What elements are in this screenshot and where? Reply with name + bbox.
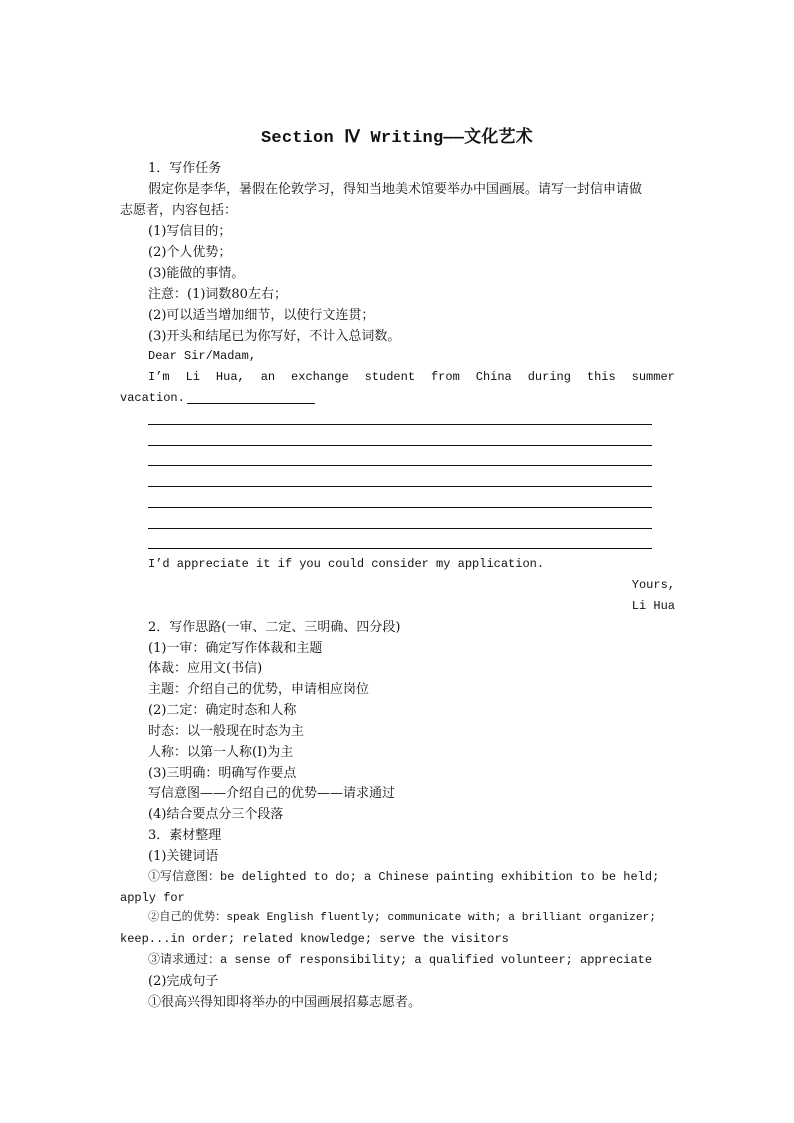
materials-heading: 3．素材整理	[148, 828, 222, 843]
writing-line[interactable]	[148, 507, 652, 508]
writing-line[interactable]	[148, 528, 652, 529]
opening-word: I’m	[148, 370, 170, 384]
opening-word: an	[260, 370, 276, 384]
letter-signoff: Yours,	[631, 578, 675, 592]
opening-word: student	[364, 370, 416, 384]
materials-sub-heading-1: (1)关键词语	[148, 849, 219, 864]
task-note-3: (3)开头和结尾已为你写好，不计入总词数。	[148, 329, 401, 344]
letter-closing: I’d appreciate it if you could consider my application.	[148, 557, 545, 571]
materials-item-1-line-1: ①写信意图：be delighted to do; a Chinese painting exhibition to be held;	[148, 870, 660, 884]
task-point-3: (3)能做的事情。	[148, 266, 245, 281]
opening-word: China	[475, 370, 512, 384]
thinking-line: (4)结合要点分三个段落	[148, 807, 284, 822]
writing-line[interactable]	[148, 486, 652, 487]
materials-sub-heading-2: (2)完成句子	[148, 974, 219, 989]
task-point-2: (2)个人优势；	[148, 245, 232, 260]
materials-item-2-line-2: keep...in order; related knowledge; serve the visitors	[120, 932, 509, 946]
writing-line[interactable]	[148, 445, 652, 446]
opening-word: exchange	[291, 370, 349, 384]
thinking-line: 主题：介绍自己的优势，申请相应岗位	[148, 682, 370, 697]
task-point-1: (1)写信目的；	[148, 224, 232, 239]
thinking-line: (1)一审：确定写作体裁和主题	[148, 641, 323, 656]
task-prompt-line-2: 志愿者，内容包括：	[120, 203, 238, 218]
task-note-2: (2)可以适当增加细节，以使行文连贯；	[148, 308, 375, 323]
writing-line[interactable]	[148, 465, 652, 466]
letter-signature: Li Hua	[631, 599, 675, 613]
materials-item-2-line-1: ②自己的优势：speak English fluently; communicate with; a brilliant organizer;	[148, 912, 656, 924]
writing-line[interactable]	[148, 548, 652, 549]
thinking-line: 写信意图——介绍自己的优势——请求通过	[148, 786, 396, 801]
thinking-line: (2)二定：确定时态和人称	[148, 703, 297, 718]
materials-item-3: ③请求通过：a sense of responsibility; a qualified volunteer; appreciate	[148, 953, 653, 967]
thinking-line: 时态：以一般现在时态为主	[148, 724, 305, 739]
page-title: Section Ⅳ Writing——文化艺术	[261, 129, 533, 148]
thinking-line: 人称：以第一人称(Ⅰ)为主	[148, 745, 294, 760]
answer-blank[interactable]	[187, 389, 315, 404]
opening-word: from	[430, 370, 460, 384]
task-prompt-line-1: 假定你是李华，暑假在伦敦学习，得知当地美术馆要举办中国画展。请写一封信申请做	[148, 182, 643, 197]
writing-line[interactable]	[148, 424, 652, 425]
opening-word: Hua,	[215, 370, 245, 384]
materials-sentence-1: ①很高兴得知即将举办的中国画展招募志愿者。	[148, 995, 422, 1010]
letter-opening-end	[120, 388, 675, 409]
task-heading: 1．写作任务	[148, 161, 222, 176]
opening-word: during	[527, 370, 571, 384]
thinking-heading: 2．写作思路(一审、二定、三明确、四分段)	[148, 620, 401, 635]
opening-word: this	[586, 370, 616, 384]
materials-item-1-line-2: apply for	[120, 891, 185, 905]
thinking-line: (3)三明确：明确写作要点	[148, 766, 297, 781]
opening-word: Li	[185, 370, 200, 384]
thinking-line: 体裁：应用文(书信)	[148, 661, 263, 676]
opening-end-text: vacation.	[120, 391, 185, 405]
opening-word: summer	[631, 370, 675, 384]
task-note-1: 注意：(1)词数80左右；	[148, 287, 287, 302]
letter-salutation: Dear Sir/Madam,	[148, 349, 257, 363]
letter-opening-line	[148, 367, 675, 388]
